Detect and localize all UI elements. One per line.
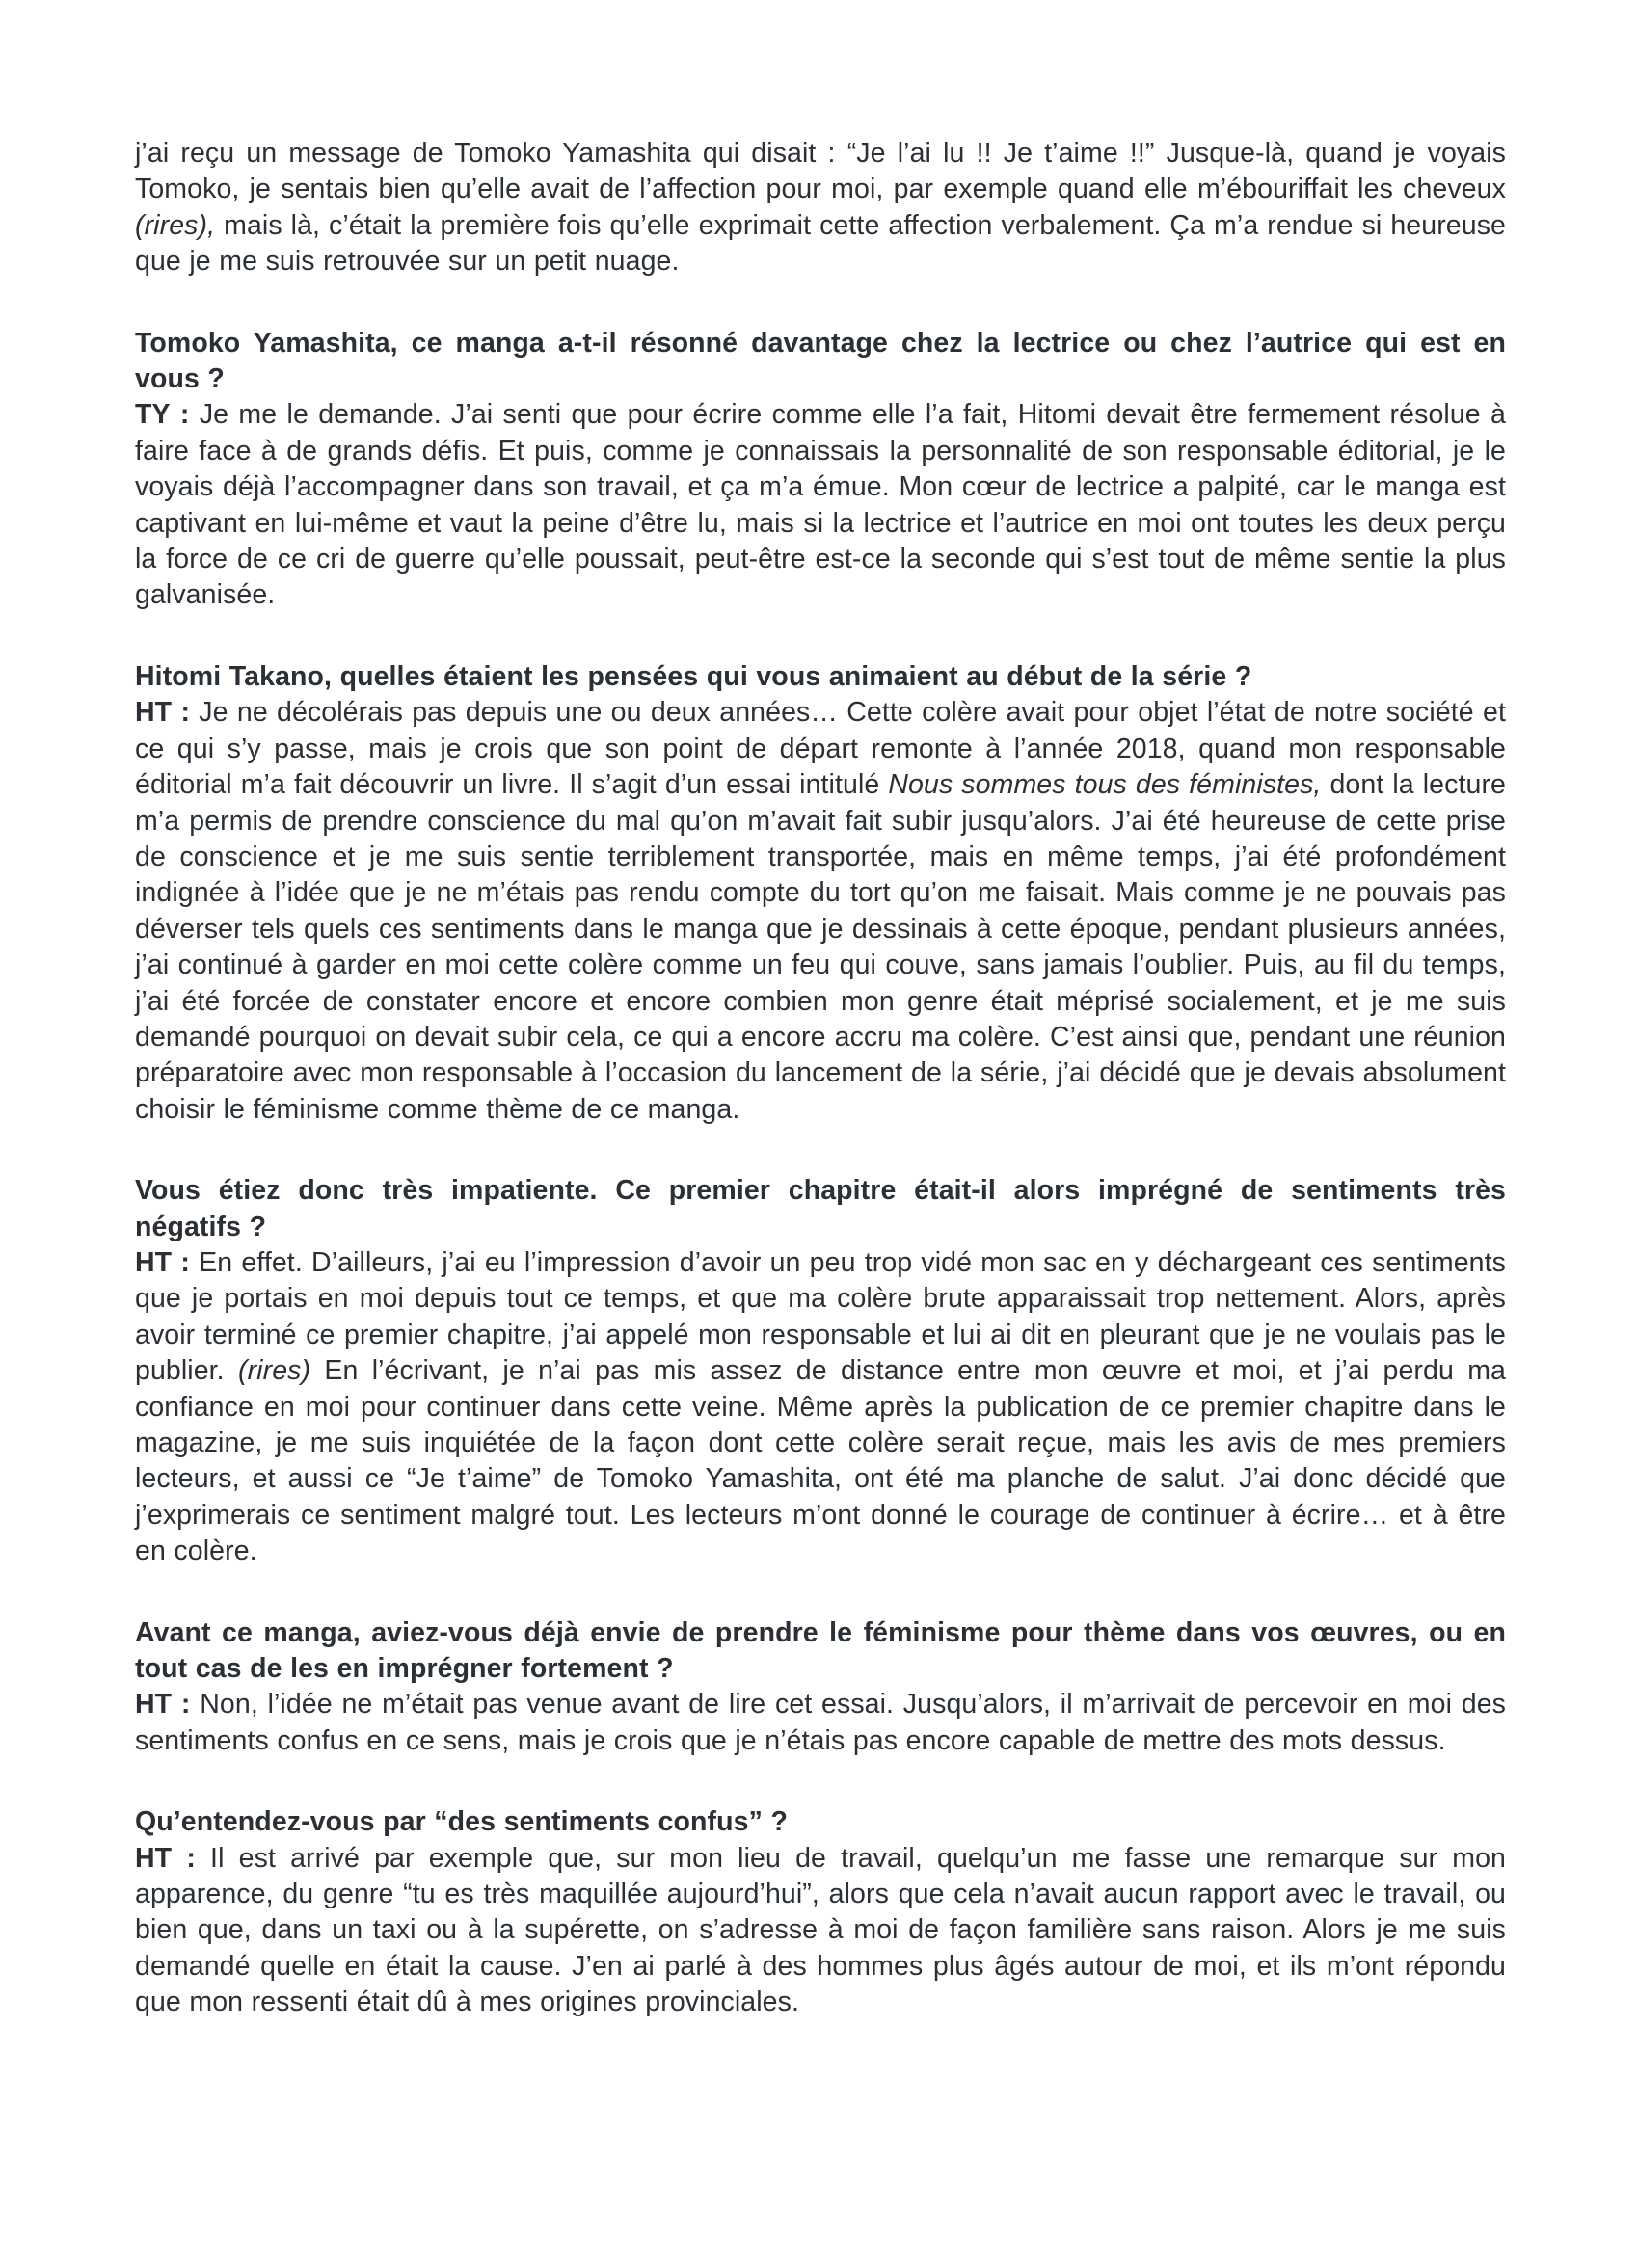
answer-2-ht-run-1: Je ne décolérais pas depuis une ou deux années… Cette colère avait pour objet l’état de notre société et ce qui s’y passe, mais je crois que son point de départ remonte à l’année 2018, quand mon responsable éditorial m’a fait découvrir un livre. Il s’agit d’un essai intitulé — [135, 697, 1506, 801]
interview-article — [135, 136, 1506, 2021]
question-5-run-0: Qu’entendez-vous par “des sentiments confus” ? — [135, 1806, 788, 1838]
answer-3-ht — [135, 1245, 1506, 1570]
question-3 — [135, 1173, 1506, 1245]
question-2 — [135, 659, 1506, 695]
answer-1-ty-run-0: TY : — [135, 399, 190, 431]
answer-4-ht — [135, 1687, 1506, 1759]
answer-4-ht-run-0: HT : — [135, 1689, 191, 1721]
answer-2-ht-run-2: Nous sommes tous des féministes, — [888, 769, 1322, 801]
question-1 — [135, 326, 1506, 398]
answer-1-ty-run-1: Je me le demande. J’ai senti que pour écrire comme elle l’a fait, Hitomi devait être fermement résolue à faire face à de grands défis. Et puis, comme je connaissais la personnalité de son responsable éditorial, je le voyais déjà l’accompagner dans son travail, et ça m’a émue. Mon cœur de lectrice a palpité, car le manga est captivant en lui-même et vaut la peine d’être lu, mais si la lectrice et l’autrice en moi ont toutes les deux perçu la force de ce cri de guerre qu’elle poussait, peut-être est-ce la seconde qui s’est tout de même sentie la plus galvanisée. — [135, 399, 1506, 611]
question-4-run-0: Avant ce manga, aviez-vous déjà envie de prendre le féminisme pour thème dans vos œuvres, ou en tout cas de les en imprégner fortement ? — [135, 1616, 1506, 1685]
question-3-run-0: Vous étiez donc très impatiente. Ce premier chapitre était-il alors imprégné de sentiments très négatifs ? — [135, 1175, 1506, 1242]
answer-2-ht-run-0: HT : — [135, 697, 191, 729]
question-5 — [135, 1804, 1506, 1840]
answer-5-ht-run-0: HT : — [135, 1842, 196, 1874]
intro-continuation-paragraph — [135, 136, 1506, 280]
intro-continuation-paragraph-run-1: (rires), — [135, 209, 216, 241]
intro-continuation-paragraph-run-2: mais là, c’était la première fois qu’elle exprimait cette affection verbalement. Ça m’a rendue si heureuse que je me suis retrouvée sur un petit nuage. — [135, 209, 1506, 278]
answer-1-ty — [135, 397, 1506, 613]
answer-3-ht-run-0: HT : — [135, 1246, 190, 1278]
intro-continuation-paragraph-run-0: j’ai reçu un message de Tomoko Yamashita qui disait : “Je l’ai lu !! Je t’aime !!” Jusque-là, quand je voyais Tomoko, je sentais bien qu’elle avait de l’affection pour moi, par exemple quand elle m’ébouriffait les cheveux — [135, 138, 1506, 205]
answer-3-ht-run-3: En l’écrivant, je n’ai pas mis assez de distance entre mon œuvre et moi, et j’ai perdu ma confiance en moi pour continuer dans cette veine. Même après la publication de ce premier chapitre dans le magazine, je me suis inquiétée de la façon dont cette colère serait reçue, mais les avis de mes premiers lecteurs, et aussi ce “Je t’aime” de Tomoko Yamashita, ont été ma planche de salut. J’ai donc décidé que j’exprimerais ce sentiment malgré tout. Les lecteurs m’ont donné le courage de continuer à écrire… et à être en colère. — [135, 1355, 1506, 1567]
answer-4-ht-run-1: Non, l’idée ne m’était pas venue avant de lire cet essai. Jusqu’alors, il m’arrivait de percevoir en moi des sentiments confus en ce sens, mais je crois que je n’étais pas encore capable de mettre des mots dessus. — [135, 1689, 1506, 1756]
question-2-run-0: Hitomi Takano, quelles étaient les pensées qui vous animaient au début de la série ? — [135, 660, 1252, 692]
answer-5-ht-run-1: Il est arrivé par exemple que, sur mon lieu de travail, quelqu’un me fasse une remarque sur mon apparence, du genre “tu es très maquillée aujourd’hui”, alors que cela n’avait aucun rapport avec le travail, ou bien que, dans un taxi ou à la supérette, on s’adresse à moi de façon familière sans raison. Alors je me suis demandé quelle en était la cause. J’en ai parlé à des hommes plus âgés autour de moi, et ils m’ont répondu que mon ressenti était dû à mes origines provinciales. — [135, 1842, 1506, 2018]
answer-2-ht-run-3: dont la lecture m’a permis de prendre conscience du mal qu’on m’avait fait subir jusqu’alors. J’ai été heureuse de cette prise de conscience et je me suis sentie terriblement transportée, mais en même temps, j’ai été profondément indignée à l’idée que je ne m’étais pas rendu compte du tort qu’on me faisait. Mais comme je ne pouvais pas déverser tels quels ces sentiments dans le manga que je dessinais à cette époque, pendant plusieurs années, j’ai continué à garder en moi cette colère comme un feu qui couve, sans jamais l’oublier. Puis, au fil du temps, j’ai été forcée de constater encore et encore combien mon genre était méprisé socialement, et je me suis demandé pourquoi on devait subir cela, ce qui a encore accru ma colère. C’est ainsi que, pendant une réunion préparatoire avec mon responsable à l’occasion du lancement de la série, j’ai décidé que je devais absolument choisir le féminisme comme thème de ce manga. — [135, 769, 1506, 1125]
answer-2-ht — [135, 695, 1506, 1128]
answer-3-ht-run-2: (rires) — [237, 1355, 311, 1387]
question-4 — [135, 1615, 1506, 1688]
answer-3-ht-run-1: En effet. D’ailleurs, j’ai eu l’impression d’avoir un peu trop vidé mon sac en y déchargeant ces sentiments que je portais en moi depuis tout ce temps, et que ma colère brute apparaissait trop nettement. Alors, après avoir terminé ce premier chapitre, j’ai appelé mon responsable et lui ai dit en pleurant que je ne voulais pas le publier. — [135, 1246, 1506, 1387]
question-1-run-0: Tomoko Yamashita, ce manga a-t-il résonné davantage chez la lectrice ou chez l’autrice qui est en vous ? — [135, 327, 1506, 395]
answer-5-ht — [135, 1841, 1506, 2021]
